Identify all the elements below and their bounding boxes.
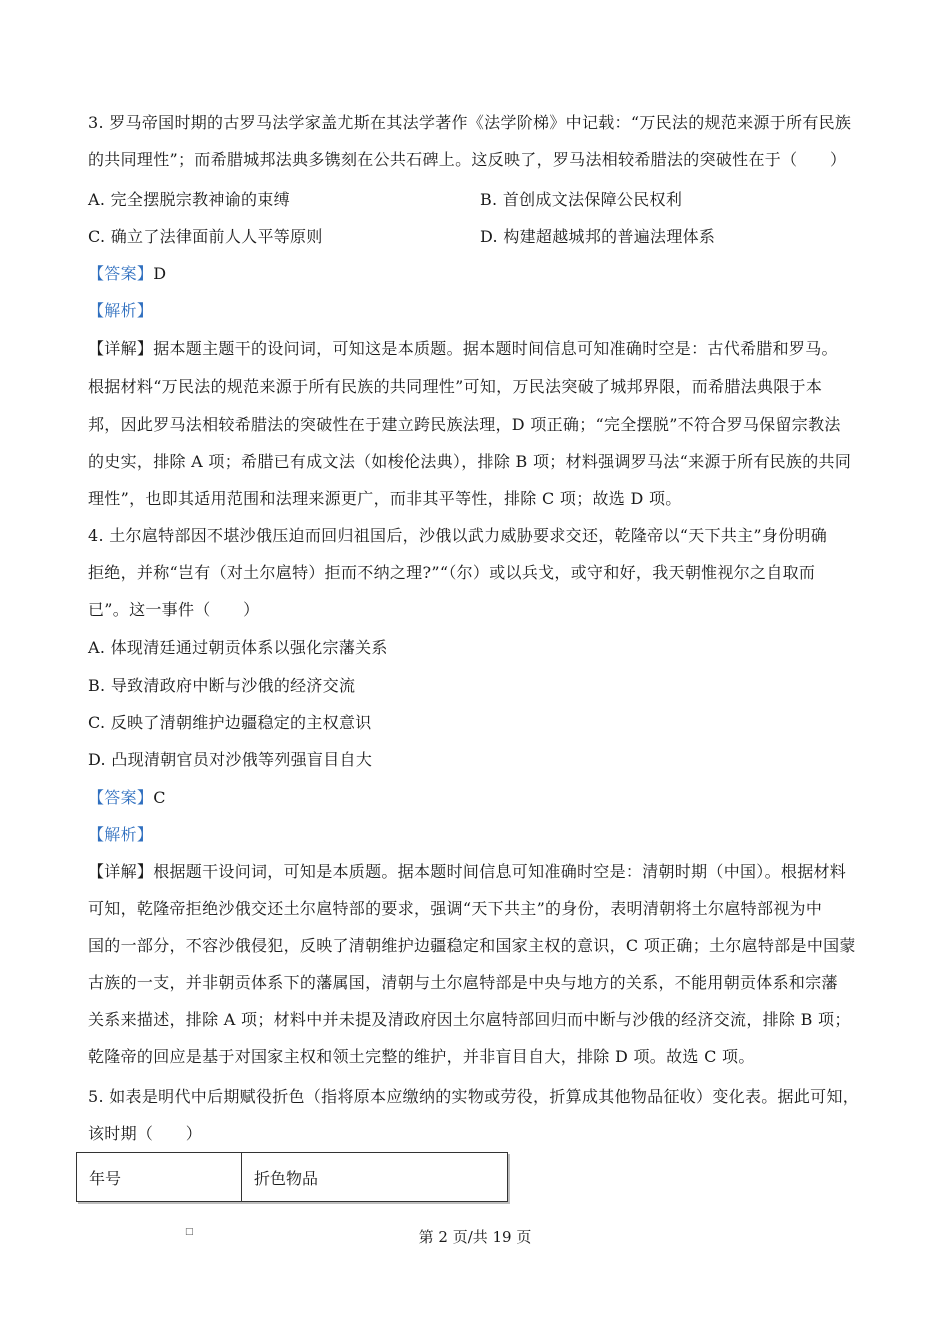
q4-answer-value: C xyxy=(153,788,166,807)
q3-answer-tag: 【答案】 xyxy=(88,264,154,283)
table-header-row xyxy=(77,1153,508,1202)
table-header-cell-item: 折色物品 xyxy=(242,1153,508,1202)
q3-option-b: B. 首创成文法保障公民权利 xyxy=(480,190,683,209)
q3-option-c: C. 确立了法律面前人人平等原则 xyxy=(88,227,323,246)
table-header-cell-year: 年号 xyxy=(77,1153,242,1202)
q3-detail-text-1: 据本题主题干的设问词，可知这是本质题。据本题时间信息可知准确时空是：古代希腊和罗马。 xyxy=(153,339,838,358)
q4-option-a: A. 体现清廷通过朝贡体系以强化宗藩关系 xyxy=(88,638,388,657)
q3-stem-line-2: 的共同理性”；而希腊城邦法典多镌刻在公共石碑上。这反映了，罗马法相较希腊法的突破性在于（ ） xyxy=(88,150,847,169)
q4-detail-line-1 xyxy=(88,862,846,882)
q3-analysis-tag: 【解析】 xyxy=(88,301,154,320)
q3-option-d: D. 构建超越城邦的普遍法理体系 xyxy=(480,227,716,246)
q4-detail-text-1: 根据题干设问词，可知是本质题。据本题时间信息可知准确时空是：清朝时期（中国）。根据材料 xyxy=(153,862,847,881)
q3-stem-line-1: 3. 罗马帝国时期的古罗马法学家盖尤斯在其法学著作《法学阶梯》中记载：“万民法的规范来源于所有民族 xyxy=(88,113,852,132)
q4-detail-tag: 【详解】 xyxy=(88,862,154,881)
q4-answer-tag: 【答案】 xyxy=(88,788,154,807)
q4-stem-line-3: 已”。这一事件（ ） xyxy=(88,600,260,619)
q4-answer xyxy=(88,788,166,808)
page-number: 第 2 页/共 19 页 xyxy=(418,1228,532,1246)
q3-answer xyxy=(88,264,166,284)
q4-stem-line-1: 4. 土尔扈特部因不堪沙俄压迫而回归祖国后，沙俄以武力威胁要求交还，乾隆帝以“天下共主”身份明确 xyxy=(88,526,828,545)
q3-detail-tag: 【详解】 xyxy=(88,339,154,358)
q5-stem-line-1: 5. 如表是明代中后期赋役折色（指将原本应缴纳的实物或劳役，折算成其他物品征收）变化表。据此可知， xyxy=(88,1087,860,1106)
q5-table xyxy=(76,1152,508,1202)
q4-option-b: B. 导致清政府中断与沙俄的经济交流 xyxy=(88,676,356,695)
q4-detail-line-3: 国的一部分，不容沙俄侵犯，反映了清朝维护边疆稳定和国家主权的意识，C 项正确；土尔扈特部是中国蒙 xyxy=(88,936,856,955)
q4-analysis-tag: 【解析】 xyxy=(88,825,154,844)
small-square-mark: □ xyxy=(185,1227,194,1237)
q3-detail-line-2: 根据材料“万民法的规范来源于所有民族的共同理性”可知，万民法突破了城邦界限，而希腊法典限于本 xyxy=(88,377,823,396)
q4-detail-line-2: 可知，乾隆帝拒绝沙俄交还土尔扈特部的要求，强调“天下共主”的身份，表明清朝将土尔扈特部视为中 xyxy=(88,899,823,918)
q4-detail-line-5: 关系来描述，排除 A 项；材料中并未提及清政府因土尔扈特部回归而中断与沙俄的经济交流，排除 B 项； xyxy=(88,1010,851,1029)
q3-detail-line-1 xyxy=(88,339,838,359)
q4-option-c: C. 反映了清朝维护边疆稳定的主权意识 xyxy=(88,713,372,732)
q5-stem-line-2: 该时期（ ） xyxy=(88,1124,203,1143)
q4-detail-line-4: 古族的一支，并非朝贡体系下的藩属国，清朝与土尔扈特部是中央与地方的关系，不能用朝贡体系和宗藩 xyxy=(88,973,838,992)
q3-detail-line-3: 邦，因此罗马法相较希腊法的突破性在于建立跨民族法理，D 项正确；“完全摆脱”不符合罗马保留宗教法 xyxy=(88,415,841,434)
q4-stem-line-2: 拒绝，并称“岂有（对土尔扈特）拒而不纳之理?”“（尔）或以兵戈，或守和好，我天朝惟视尔之自取而 xyxy=(88,563,816,582)
q4-option-d: D. 凸现清朝官员对沙俄等列强盲目自大 xyxy=(88,750,373,769)
q4-detail-line-6: 乾隆帝的回应是基于对国家主权和领土完整的维护，并非盲目自大，排除 D 项。故选 C 项。 xyxy=(88,1047,755,1066)
q3-option-a: A. 完全摆脱宗教神谕的束缚 xyxy=(88,190,290,209)
q3-detail-line-4: 的史实，排除 A 项；希腊已有成文法（如梭伦法典），排除 B 项；材料强调罗马法“来源于所有民族的共同 xyxy=(88,452,852,471)
q3-detail-line-5: 理性”，也即其适用范围和法理来源更广，而非其平等性，排除 C 项；故选 D 项。 xyxy=(88,489,682,508)
q3-answer-value: D xyxy=(153,264,167,283)
